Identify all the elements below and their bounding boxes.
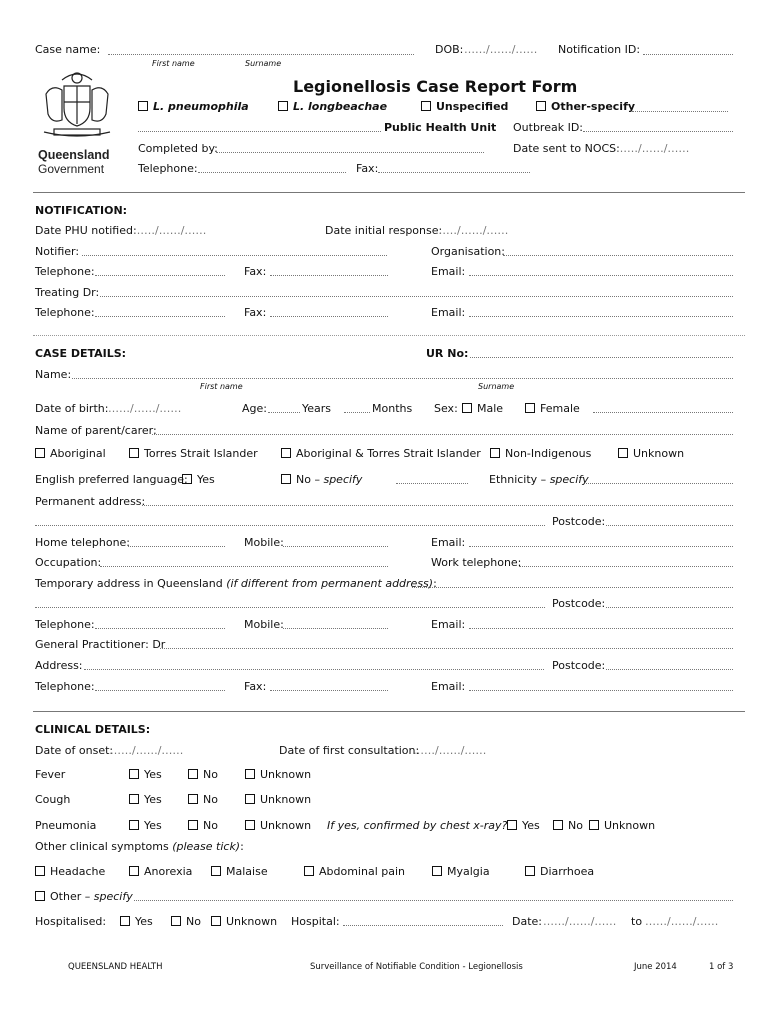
date-sent-nocs-field[interactable]: ……/……/…… xyxy=(616,142,690,155)
dr-email-label: Email: xyxy=(431,306,466,319)
divider xyxy=(33,192,745,193)
sex-male-label: Male xyxy=(477,402,504,415)
hosp-date-label: Date: xyxy=(512,915,542,928)
checkbox-icon[interactable] xyxy=(138,101,148,111)
first-name-caption: First name xyxy=(152,59,195,68)
case-name-label: Case name: xyxy=(35,43,101,56)
date-initial-field[interactable]: ……/……/…… xyxy=(435,224,509,237)
cough-label: Cough xyxy=(35,793,71,806)
opt-unspecified-label: Unspecified xyxy=(436,100,509,113)
checkbox-icon[interactable] xyxy=(211,916,221,926)
perm-postcode-field[interactable] xyxy=(606,525,733,526)
malaise-label: Malaise xyxy=(226,865,268,878)
gp-address-field[interactable] xyxy=(84,669,544,670)
checkbox-icon[interactable] xyxy=(462,403,472,413)
checkbox-icon[interactable] xyxy=(35,891,45,901)
checkbox-icon[interactable] xyxy=(536,101,546,111)
header-fax-label: Fax: xyxy=(356,162,379,175)
logo-text-queensland: Queensland xyxy=(38,148,110,162)
ur-no-field[interactable] xyxy=(470,357,733,358)
xray-yes[interactable] xyxy=(507,819,540,832)
public-health-unit-field[interactable] xyxy=(138,131,381,132)
sex-label: Sex: xyxy=(434,402,458,415)
notifier-email-label: Email: xyxy=(431,265,466,278)
hosp-date-from[interactable]: ……/……/…… xyxy=(543,915,617,928)
checkbox-icon[interactable] xyxy=(245,820,255,830)
perm-postcode-label: Postcode: xyxy=(552,515,606,528)
gp-label: General Practitioner: Dr xyxy=(35,638,166,651)
indig-aboriginal-label: Aboriginal xyxy=(50,447,106,460)
hosp-date-to[interactable]: ……/……/…… xyxy=(645,915,719,928)
pneumonia-unknown[interactable] xyxy=(245,819,311,832)
checkbox-icon[interactable] xyxy=(129,820,139,830)
checkbox-icon[interactable] xyxy=(129,866,139,876)
gp-postcode-label: Postcode: xyxy=(552,659,606,672)
dob-label: DOB: xyxy=(435,43,464,56)
hospital-label: Hospital: xyxy=(291,915,340,928)
please-tick-note: (please tick) xyxy=(172,840,241,853)
case-email-field[interactable] xyxy=(469,546,733,547)
sym-anorexia[interactable] xyxy=(129,865,192,878)
temp-email-label: Email: xyxy=(431,618,466,631)
indig-both-label: Aboriginal & Torres Strait Islander xyxy=(296,447,481,460)
opt-other-label: Other-specify xyxy=(551,100,636,113)
divider xyxy=(33,711,745,712)
checkbox-icon[interactable] xyxy=(281,474,291,484)
hospital-field[interactable] xyxy=(343,925,503,926)
sym-diarrhoea[interactable] xyxy=(525,865,594,878)
notifier-fax-label: Fax: xyxy=(244,265,267,278)
dr-telephone-label: Telephone: xyxy=(35,306,95,319)
notification-id-label: Notification ID: xyxy=(558,43,641,56)
sym-malaise[interactable] xyxy=(211,865,268,878)
divider xyxy=(33,335,745,336)
temp-email-field[interactable] xyxy=(469,628,733,629)
dr-fax-field[interactable] xyxy=(270,316,388,317)
opt-unspecified[interactable] xyxy=(421,100,508,113)
yes-label: Yes xyxy=(144,768,162,781)
checkbox-icon[interactable] xyxy=(120,916,130,926)
english-pref-label: English preferred language: xyxy=(35,473,188,486)
name-label: Name: xyxy=(35,368,72,381)
footer-doc: Surveillance of Notifiable Condition - Legionellosis xyxy=(310,962,523,972)
cough-unknown[interactable] xyxy=(245,793,311,806)
specify-label: specify xyxy=(93,890,133,903)
notification-heading: NOTIFICATION: xyxy=(35,204,128,217)
indig-unknown-label: Unknown xyxy=(633,447,685,460)
outbreak-id-field[interactable] xyxy=(583,131,733,132)
temp-postcode-label: Postcode: xyxy=(552,597,606,610)
no-label: No xyxy=(203,768,218,781)
occupation-label: Occupation: xyxy=(35,556,102,569)
outbreak-id-label: Outbreak ID: xyxy=(513,121,584,134)
checkbox-icon[interactable] xyxy=(188,794,198,804)
checkbox-icon[interactable] xyxy=(35,448,45,458)
abdominal-label: Abdominal pain xyxy=(319,865,406,878)
parent-carer-field[interactable] xyxy=(152,434,733,435)
checkbox-icon[interactable] xyxy=(490,448,500,458)
form-title: Legionellosis Case Report Form xyxy=(293,77,578,96)
no-label: No xyxy=(186,915,201,928)
temp-address-label xyxy=(35,577,437,590)
months-label: Months xyxy=(372,402,413,415)
coat-of-arms-icon xyxy=(36,66,118,146)
checkbox-icon[interactable] xyxy=(525,403,535,413)
colon: : xyxy=(240,840,244,853)
name-field[interactable] xyxy=(72,378,733,379)
opt-pneumophila-label: L. pneumophila xyxy=(153,100,249,113)
pneumonia-label: Pneumonia xyxy=(35,819,97,832)
hosp-unknown[interactable] xyxy=(211,915,277,928)
temp-telephone-label: Telephone: xyxy=(35,618,95,631)
indig-unknown[interactable] xyxy=(618,447,684,460)
english-no[interactable] xyxy=(281,473,362,486)
hosp-to-label: to xyxy=(631,915,643,928)
opt-pneumophila[interactable] xyxy=(138,100,249,113)
header-telephone-label: Telephone: xyxy=(138,162,198,175)
checkbox-icon[interactable] xyxy=(171,916,181,926)
hosp-yes[interactable] xyxy=(120,915,153,928)
gp-fax-field[interactable] xyxy=(270,690,388,691)
age-label: Age: xyxy=(242,402,267,415)
checkbox-icon[interactable] xyxy=(188,820,198,830)
checkbox-icon[interactable] xyxy=(421,101,431,111)
case-details-heading: CASE DETAILS: xyxy=(35,347,127,360)
notifier-field[interactable] xyxy=(82,255,387,256)
sym-abdominal[interactable] xyxy=(304,865,405,878)
header-telephone-field[interactable] xyxy=(198,172,346,173)
sex-female-label: Female xyxy=(540,402,580,415)
checkbox-icon[interactable] xyxy=(304,866,314,876)
organisation-label: Organisation: xyxy=(431,245,505,258)
hospitalised-label: Hospitalised: xyxy=(35,915,107,928)
checkbox-icon[interactable] xyxy=(553,820,563,830)
fever-label: Fever xyxy=(35,768,66,781)
no-label: No xyxy=(203,819,218,832)
checkbox-icon[interactable] xyxy=(589,820,599,830)
fever-yes[interactable] xyxy=(129,768,162,781)
completed-by-label: Completed by: xyxy=(138,142,218,155)
checkbox-icon[interactable] xyxy=(188,769,198,779)
no-label: No xyxy=(568,819,583,832)
yes-label: Yes xyxy=(135,915,153,928)
unknown-label: Unknown xyxy=(260,819,312,832)
temp-address-label-text: Temporary address in Queensland xyxy=(35,577,223,590)
checkbox-icon[interactable] xyxy=(278,101,288,111)
unknown-label: Unknown xyxy=(260,768,312,781)
notifier-label: Notifier: xyxy=(35,245,80,258)
years-label: Years xyxy=(302,402,332,415)
sex-female[interactable] xyxy=(525,402,580,415)
logo-text-government: Government xyxy=(38,162,105,176)
fever-no[interactable] xyxy=(188,768,218,781)
clinical-heading: CLINICAL DETAILS: xyxy=(35,723,151,736)
gp-address-label: Address: xyxy=(35,659,83,672)
english-no-specify-field[interactable] xyxy=(396,483,468,484)
header-fax-field[interactable] xyxy=(378,172,530,173)
other-specify-field[interactable] xyxy=(632,111,728,112)
notification-id-field[interactable] xyxy=(643,54,733,55)
yes-label: Yes xyxy=(144,793,162,806)
first-name-caption: First name xyxy=(200,382,243,391)
opt-longbeachae[interactable] xyxy=(278,100,387,113)
indig-torres[interactable] xyxy=(129,447,258,460)
checkbox-icon[interactable] xyxy=(35,866,45,876)
temp-address-field[interactable] xyxy=(412,587,733,588)
pneumonia-yes[interactable] xyxy=(129,819,162,832)
age-months-field[interactable] xyxy=(344,412,370,413)
case-email-label: Email: xyxy=(431,536,466,549)
xray-no[interactable] xyxy=(553,819,583,832)
dob-case-field[interactable]: ……/……/…… xyxy=(108,402,182,415)
diarrhoea-label: Diarrhoea xyxy=(540,865,595,878)
indig-non[interactable] xyxy=(490,447,591,460)
perm-address-field[interactable] xyxy=(142,505,733,506)
mobile-field[interactable] xyxy=(283,546,388,547)
notifier-telephone-field[interactable] xyxy=(95,275,225,276)
anorexia-label: Anorexia xyxy=(144,865,193,878)
surname-caption: Surname xyxy=(245,59,282,68)
english-no-label: No – xyxy=(296,473,320,486)
gp-postcode-field[interactable] xyxy=(606,669,733,670)
indig-non-label: Non-Indigenous xyxy=(505,447,592,460)
home-tel-field[interactable] xyxy=(128,546,225,547)
xray-question: If yes, confirmed by chest x-ray? xyxy=(327,819,508,832)
yes-label: Yes xyxy=(144,819,162,832)
specify-label: specify xyxy=(549,473,589,486)
occupation-field[interactable] xyxy=(100,566,388,567)
treating-dr-label: Treating Dr: xyxy=(35,286,100,299)
checkbox-icon[interactable] xyxy=(618,448,628,458)
sex-other-field[interactable] xyxy=(593,412,733,413)
sex-male[interactable] xyxy=(462,402,503,415)
organisation-field[interactable] xyxy=(503,255,733,256)
ur-no-label: UR No: xyxy=(426,347,469,360)
checkbox-icon[interactable] xyxy=(281,448,291,458)
footer-page: 1 of 3 xyxy=(709,962,734,972)
checkbox-icon[interactable] xyxy=(182,474,192,484)
pneumonia-no[interactable] xyxy=(188,819,218,832)
temp-mobile-field[interactable] xyxy=(283,628,388,629)
date-sent-nocs-label: Date sent to NOCS: xyxy=(513,142,620,155)
indig-aboriginal[interactable] xyxy=(35,447,106,460)
work-tel-field[interactable] xyxy=(519,566,733,567)
notifier-email-field[interactable] xyxy=(469,275,733,276)
headache-label: Headache xyxy=(50,865,106,878)
fever-unknown[interactable] xyxy=(245,768,311,781)
indig-torres-label: Torres Strait Islander xyxy=(144,447,258,460)
temp-address-note: (if different from permanent address) xyxy=(226,577,434,590)
unknown-label: Unknown xyxy=(604,819,656,832)
gp-fax-label: Fax: xyxy=(244,680,267,693)
myalgia-label: Myalgia xyxy=(447,865,490,878)
checkbox-icon[interactable] xyxy=(507,820,517,830)
checkbox-icon[interactable] xyxy=(129,448,139,458)
sym-other[interactable] xyxy=(35,890,133,903)
footer-date: June 2014 xyxy=(634,962,677,972)
checkbox-icon[interactable] xyxy=(245,769,255,779)
completed-by-field[interactable] xyxy=(216,152,484,153)
perm-address-field-2[interactable] xyxy=(35,525,545,526)
checkbox-icon[interactable] xyxy=(129,769,139,779)
ethnicity-label-text: Ethnicity – xyxy=(489,473,547,486)
work-tel-label: Work telephone: xyxy=(431,556,522,569)
temp-mobile-label: Mobile: xyxy=(244,618,284,631)
gp-field[interactable] xyxy=(160,648,733,649)
cough-yes[interactable] xyxy=(129,793,162,806)
case-name-field[interactable] xyxy=(108,54,414,55)
onset-label: Date of onset: xyxy=(35,744,114,757)
dob-field[interactable]: ……/……/…… xyxy=(464,43,538,56)
date-initial-label: Date initial response: xyxy=(325,224,443,237)
indig-both[interactable] xyxy=(281,447,481,460)
other-symptoms-label xyxy=(35,840,244,853)
notifier-fax-field[interactable] xyxy=(270,275,388,276)
date-phu-field[interactable]: ……/……/…… xyxy=(133,224,207,237)
unknown-label: Unknown xyxy=(260,793,312,806)
checkbox-icon[interactable] xyxy=(525,866,535,876)
checkbox-icon[interactable] xyxy=(245,794,255,804)
perm-address-label: Permanent address: xyxy=(35,495,146,508)
opt-longbeachae-label: L. longbeachae xyxy=(293,100,388,113)
temp-postcode-field[interactable] xyxy=(606,607,733,608)
dr-telephone-field[interactable] xyxy=(95,316,225,317)
sym-headache[interactable] xyxy=(35,865,105,878)
yes-label: Yes xyxy=(522,819,540,832)
cough-no[interactable] xyxy=(188,793,218,806)
english-yes-label: Yes xyxy=(197,473,215,486)
ethnicity-field[interactable] xyxy=(586,483,733,484)
gp-email-label: Email: xyxy=(431,680,466,693)
temp-telephone-field[interactable] xyxy=(95,628,225,629)
first-consult-label: Date of first consultation: xyxy=(279,744,420,757)
queensland-government-logo xyxy=(36,66,118,176)
specify-label: specify xyxy=(323,473,363,486)
other-symptoms-text: Other clinical symptoms xyxy=(35,840,169,853)
home-tel-label: Home telephone: xyxy=(35,536,131,549)
colon: : xyxy=(433,577,437,590)
english-yes[interactable] xyxy=(182,473,215,486)
gp-telephone-label: Telephone: xyxy=(35,680,95,693)
notifier-telephone-label: Telephone: xyxy=(35,265,95,278)
checkbox-icon[interactable] xyxy=(129,794,139,804)
parent-carer-label: Name of parent/carer: xyxy=(35,424,157,437)
temp-address-field-2[interactable] xyxy=(35,607,545,608)
ethnicity-label xyxy=(489,473,589,486)
treating-dr-field[interactable] xyxy=(100,296,733,297)
public-health-unit-label: Public Health Unit xyxy=(384,121,497,134)
checkbox-icon[interactable] xyxy=(211,866,221,876)
unknown-label: Unknown xyxy=(226,915,278,928)
first-consult-field[interactable]: ……/……/…… xyxy=(413,744,487,757)
date-phu-label: Date PHU notified: xyxy=(35,224,137,237)
other-label: Other – xyxy=(50,890,91,903)
dob-case-label: Date of birth: xyxy=(35,402,109,415)
opt-other[interactable] xyxy=(536,100,635,113)
sym-other-field[interactable] xyxy=(134,900,733,901)
no-label: No xyxy=(203,793,218,806)
mobile-label: Mobile: xyxy=(244,536,284,549)
xray-unknown[interactable] xyxy=(589,819,655,832)
dr-fax-label: Fax: xyxy=(244,306,267,319)
sym-myalgia[interactable] xyxy=(432,865,490,878)
footer-org: QUEENSLAND HEALTH xyxy=(68,962,163,972)
gp-email-field[interactable] xyxy=(469,690,733,691)
checkbox-icon[interactable] xyxy=(432,866,442,876)
onset-field[interactable]: ……/……/…… xyxy=(110,744,184,757)
gp-telephone-field[interactable] xyxy=(95,690,225,691)
hosp-no[interactable] xyxy=(171,915,201,928)
dr-email-field[interactable] xyxy=(469,316,733,317)
surname-caption: Surname xyxy=(478,382,515,391)
age-years-field[interactable] xyxy=(268,412,300,413)
